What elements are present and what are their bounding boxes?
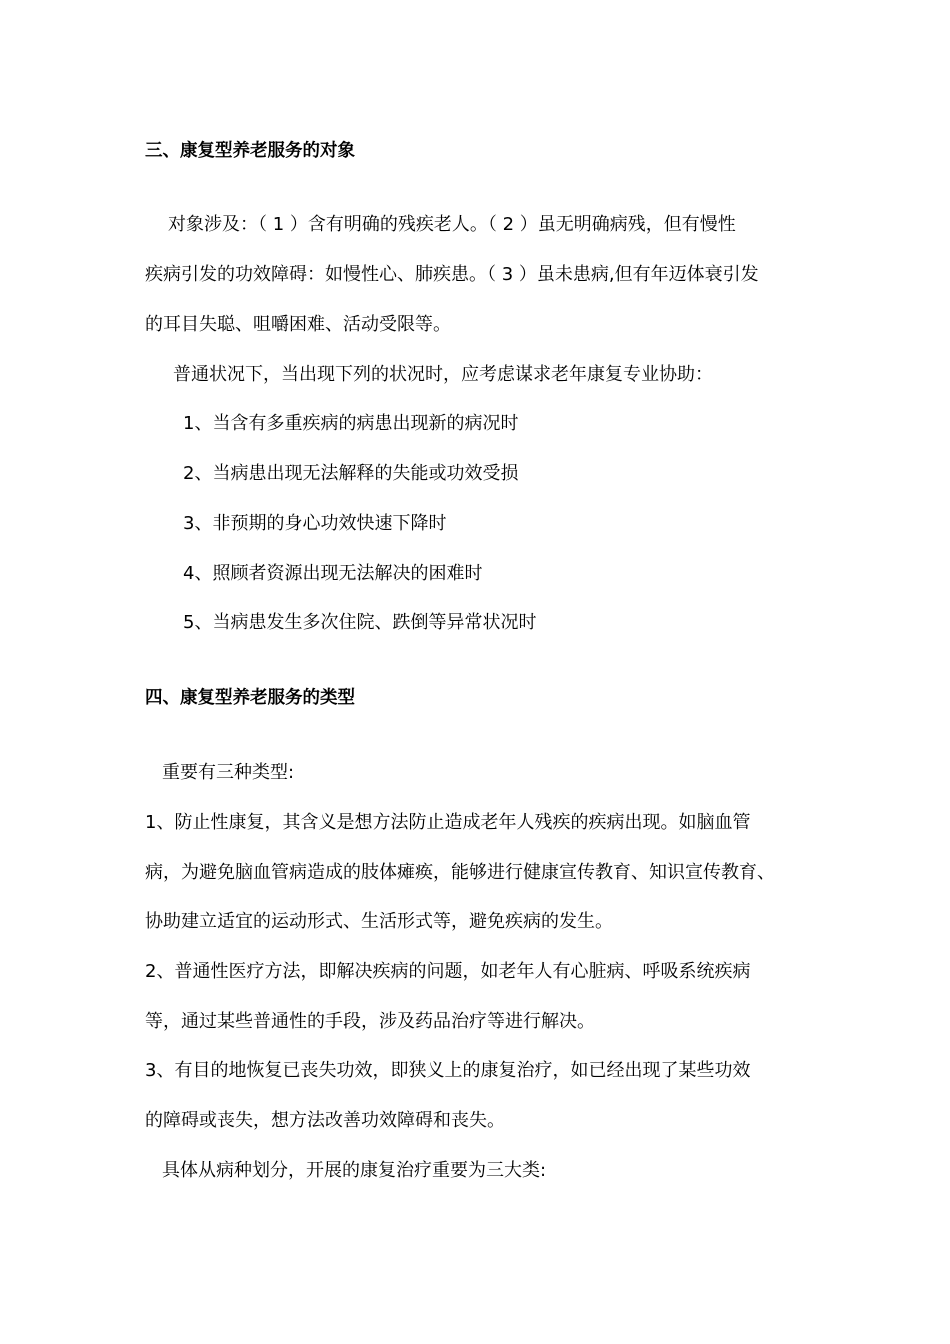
section-4-heading: 四、康复型养老服务的类型 (145, 688, 355, 708)
closing-line: 具体从病种划分，开展的康复治疗重要为三大类: (162, 1160, 547, 1181)
type-3-line-2: 的障碍或丧失，想方法改善功效障碍和丧失。 (145, 1110, 505, 1131)
type-1-line-2: 病，为避免脑血管病造成的肢体瘫痪，能够进行健康宣传教育、知识宣传教育、 (145, 862, 775, 883)
list-item-5: 5、当病患发生多次住院、跌倒等异常状况时 (183, 612, 537, 633)
section-3-paragraph-line-2: 疾病引发的功效障碍：如慢性心、肺疾患。（ 3 ）虽未患病,但有年迈体衰引发 (145, 264, 759, 285)
list-item-2: 2、当病患出现无法解释的失能或功效受损 (183, 463, 519, 484)
list-item-4: 4、照顾者资源出现无法解决的困难时 (183, 563, 483, 584)
section-3-heading: 三、康复型养老服务的对象 (145, 141, 355, 161)
type-1-line-1: 1、防止性康复，其含义是想方法防止造成老年人残疾的疾病出现。如脑血管 (145, 812, 751, 833)
list-item-3: 3、非预期的身心功效快速下降时 (183, 513, 447, 534)
list-item-1: 1、当含有多重疾病的病患出现新的病况时 (183, 413, 519, 434)
section-4-intro: 重要有三种类型: (162, 762, 295, 783)
section-3-paragraph-line-1: 对象涉及：（ 1 ）含有明确的残疾老人。（ 2 ）虽无明确病残，但有慢性 (168, 214, 736, 235)
section-3-paragraph-2: 普通状况下，当出现下列的状况时，应考虑谋求老年康复专业协助： (173, 364, 713, 385)
type-1-line-3: 协助建立适宜的运动形式、生活形式等，避免疾病的发生。 (145, 911, 613, 932)
type-3-line-1: 3、有目的地恢复已丧失功效，即狭义上的康复治疗，如已经出现了某些功效 (145, 1060, 751, 1081)
type-2-line-1: 2、普通性医疗方法，即解决疾病的问题，如老年人有心脏病、呼吸系统疾病 (145, 961, 751, 982)
section-3-paragraph-line-3: 的耳目失聪、咀嚼困难、活动受限等。 (145, 314, 451, 335)
type-2-line-2: 等，通过某些普通性的手段，涉及药品治疗等进行解决。 (145, 1011, 595, 1032)
